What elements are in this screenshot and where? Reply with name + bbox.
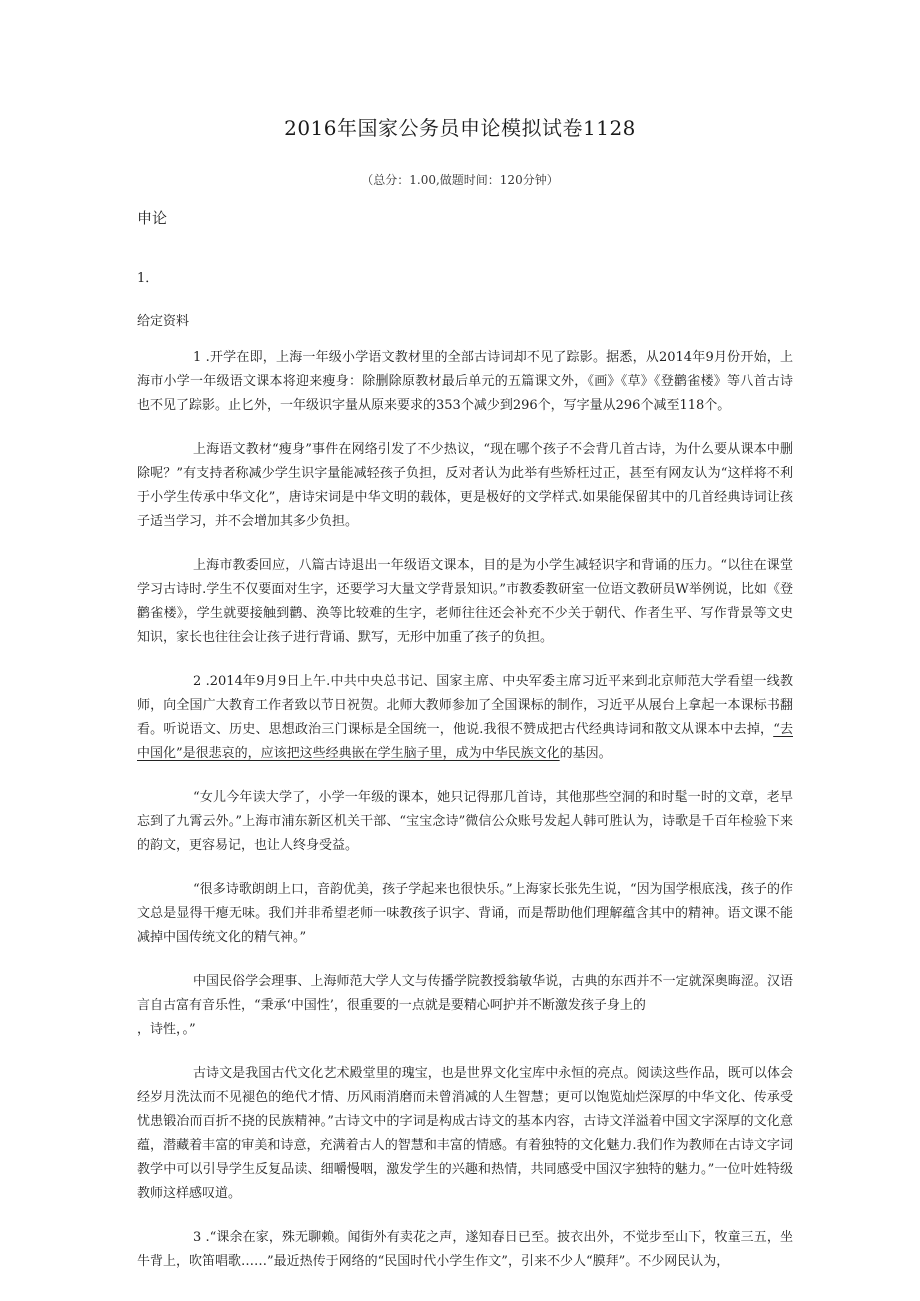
paragraph-4 (137, 670, 793, 766)
paragraph-1: 1 .开学在即，上海一年级小学语文教材里的全部古诗词却不见了踪影。据悉，从2014年9月份开始，上海市小学一年级语文课本将迎来瘦身：除删除原教材最后单元的五篇课文外，《画》《草》《登鹳雀楼》等八首古诗也不见了踪影。止匕外，一年级识字量从原来要求的353个减少到296个，写字量从296个减至118个。 (137, 350, 793, 413)
paragraph-5: “女儿今年读大学了，小学一年级的课本，她只记得那几首诗，其他那些空洞的和时髦一时的文章，老早忘到了九霄云外。”上海市浦东新区机关干部、“宝宝念诗”微信公众账号发起人韩可胜认为，诗歌是千百年检验下来的韵文，更容易记，也让人终身受益。 (137, 790, 793, 853)
question-number: 1． (137, 271, 159, 286)
underlined-quote: “去中国化”是很悲哀的，应该把这些经典嵌在学生脑子里，成为中华民族文化 (137, 722, 793, 761)
page-title: 2016年国家公务员申论模拟试卷1128 (284, 116, 636, 140)
paragraph-9: 3 .“课余在家，殊无聊赖。闻街外有卖花之声，遂知春日已至。披衣出外，不觉步至山下，牧童三五，坐牛背上，吹笛唱歌……”最近热传于网络的“民国时代小学生作文”，引来不少人“膜拜”。不少网民认为， (137, 1230, 793, 1269)
section-heading: 申论 (137, 209, 168, 227)
exam-info: （总分：1.00,做题时间：120分钟） (361, 173, 559, 187)
paragraph-7 (137, 970, 793, 1042)
paragraph-7-tail: ，诗性，。” (137, 1022, 196, 1037)
material-body (137, 346, 793, 1274)
material-label: 给定资料 (137, 314, 190, 329)
paragraph-2: 上海语文教材“瘦身”事件在网络引发了不少热议，“现在哪个孩子不会背几首古诗，为什么要从课本中删除呢？”有支持者称减少学生识字量能减轻孩子负担，反对者认为此举有些矫枉过正，甚至有网友认为“这样将不利于小学生传承中华文化”，唐诗宋词是中华文明的载体，更是极好的文学样式.如果能保留其中的几首经典诗词让孩子适当学习，并不会增加其多少负担。 (137, 442, 793, 529)
paragraph-8: 古诗文是我国古代文化艺术殿堂里的瑰宝，也是世界文化宝库中永恒的亮点。阅读这些作品，既可以体会经岁月洗汰而不见褪色的绝代才情、历风雨消磨而未曾消减的人生智慧；更可以饱览灿烂深厚的中华文化、传承受忧患锻冶而百折不挠的民族精神。”古诗文中的字词是构成古诗文的基本内容，古诗文洋溢着中国文字深厚的文化意蕴，潜藏着丰富的审美和诗意，充满着古人的智慧和丰富的情感。有着独特的文化魅力.我们作为教师在古诗文字词教学中可以引导学生反复品读、细嚼慢咽，激发学生的兴趣和热情，共同感受中国汉字独特的魅力。”一位叶姓特级教师这样感叹道。 (137, 1066, 793, 1201)
paragraph-3: 上海市教委回应，八篇古诗退出一年级语文课本，目的是为小学生减轻识字和背诵的压力。“以往在课堂学习古诗时.学生不仅要面对生字，还要学习大量文学背景知识。”市教委教研室一位语文教研员W举例说，比如《登鹳雀楼》，学生就要接触到鹳、涣等比较难的生字，老师往往还会补充不少关于朝代、作者生平、写作背景等文史知识，家长也往往会让孩子进行背诵、默写，无形中加重了孩子的负担。 (137, 558, 793, 645)
paragraph-4-end: 的基因。 (559, 746, 612, 761)
paragraph-4-start: 2 .2014年9月9日上午.中共中央总书记、国家主席、中央军委主席习近平来到北京师范大学看望一线教师，向全国广大教育工作者致以节日祝贺。北师大教师参加了全国课标的制作，习近平从展台上拿起一本课标书翻看。听说语文、历史、思想政治三门课标是全国统一，他说.我很不赞成把古代经典诗词和散文从课本中去掉， (137, 674, 793, 737)
paragraph-7-text: 中国民俗学会理事、上海师范大学人文与传播学院教授翁敏华说，古典的东西并不一定就深奥晦涩。汉语言自古富有音乐性，“秉承‘中国性’，很重要的一点就是要精心呵护并不断激发孩子身上的 (137, 974, 793, 1013)
paragraph-6: “很多诗歌朗朗上口，音韵优美，孩子学起来也很快乐。”上海家长张先生说，“因为国学根底浅，孩子的作文总是显得干瘪无味。我们并非希望老师一味教孩子识字、背诵，而是帮助他们理解蕴含其中的精神。语文课不能减掉中国传统文化的精气神。” (137, 882, 793, 945)
